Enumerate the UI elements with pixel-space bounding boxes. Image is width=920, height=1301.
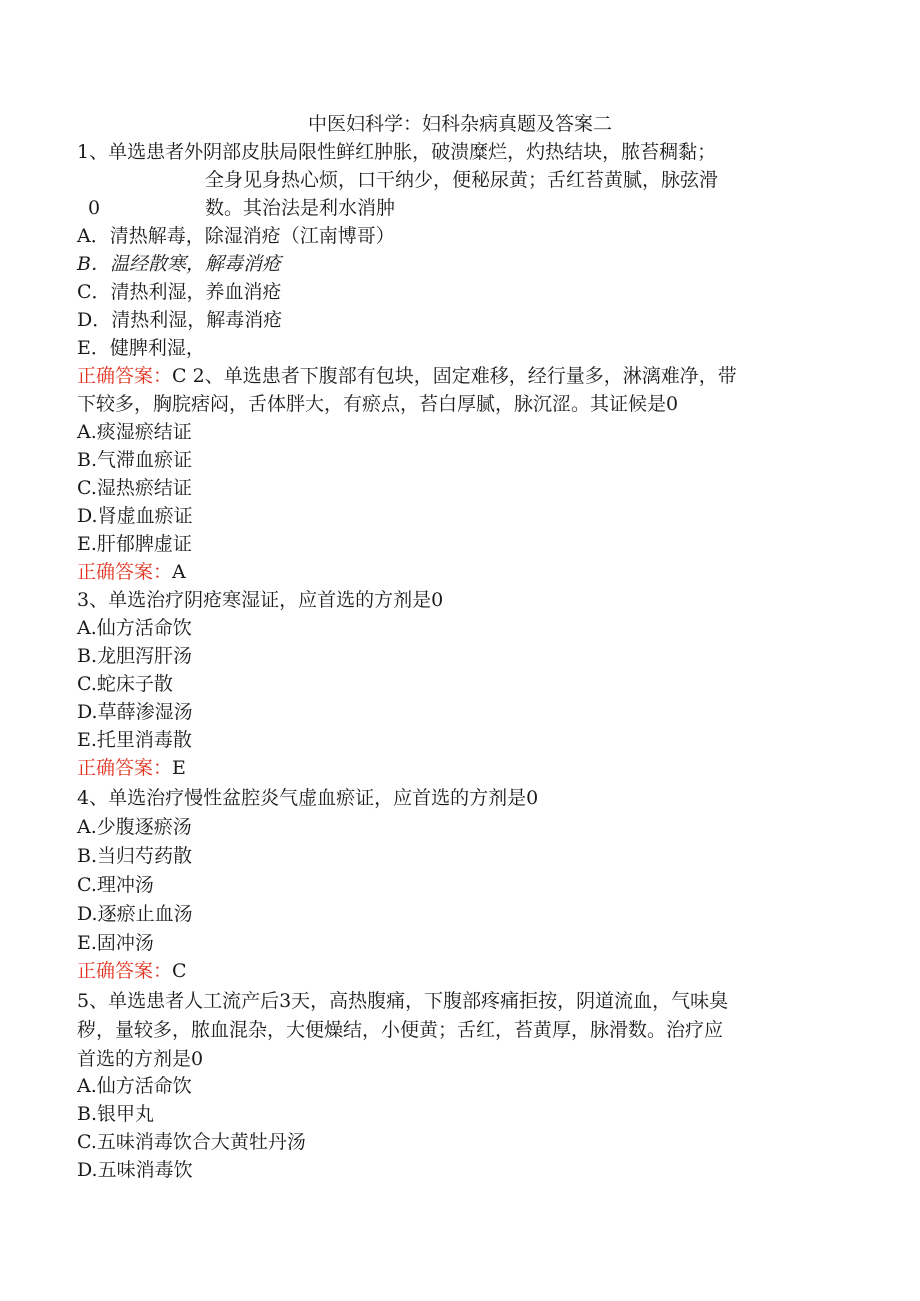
question-2-option-e: E.肝郁脾虚证 <box>77 533 192 555</box>
question-5-text-line-3: 首选的方剂是0 <box>77 1048 204 1070</box>
question-4-option-e: E.固冲汤 <box>77 932 154 954</box>
question-3-option-e: E.托里消毒散 <box>77 729 192 751</box>
question-3-option-d: D.草薛渗湿汤 <box>77 701 193 723</box>
question-2-text-line-1: 2、单选患者下腹部有包块，固定难移，经行量多，淋漓难净，带 <box>192 365 737 387</box>
question-1-text-line-2: 全身见身热心烦，口干纳少，便秘尿黄；舌红苔黄腻，脉弦滑 <box>205 169 719 191</box>
answer-1-value: C <box>172 365 187 387</box>
question-4-option-d: D.逐瘀止血汤 <box>77 903 193 925</box>
answer-2-label: 正确答案： <box>77 561 173 583</box>
question-1-option-c: C．清热利湿，养血消疮 <box>77 281 282 303</box>
answer-3-row <box>77 754 186 782</box>
question-5-option-a: A.仙方活命饮 <box>77 1075 192 1097</box>
question-3-option-a: A.仙方活命饮 <box>77 617 192 639</box>
answer-1-row <box>77 362 737 390</box>
answer-3-value: E <box>172 757 186 779</box>
question-2-option-c: C.湿热瘀结证 <box>77 477 192 499</box>
answer-4-value: C <box>172 960 187 982</box>
question-2-option-a: A.痰湿瘀结证 <box>77 421 192 443</box>
question-2-option-b: B.气滞血瘀证 <box>77 449 193 471</box>
question-1-option-e: E．健脾利湿， <box>77 337 205 359</box>
question-1-marker: 0 <box>88 197 101 219</box>
question-3-option-c: C.蛇床子散 <box>77 673 173 695</box>
question-4-text: 4、单选治疗慢性盆腔炎气虚血瘀证，应首选的方剂是0 <box>77 787 539 809</box>
question-1-option-a: A．清热解毒，除湿消疮（江南博哥） <box>77 225 395 247</box>
answer-4-label: 正确答案： <box>77 960 173 982</box>
document-title: 中医妇科学：妇科杂病真题及答案二 <box>307 113 612 135</box>
question-2-option-d: D.肾虚血瘀证 <box>77 505 193 527</box>
question-4-option-a: A.少腹逐瘀汤 <box>77 816 192 838</box>
question-4-option-c: C.理冲汤 <box>77 874 154 896</box>
answer-2-row <box>77 558 186 586</box>
question-5-option-b: B.银甲丸 <box>77 1103 155 1125</box>
answer-3-label: 正确答案： <box>77 757 173 779</box>
question-5-text-line-2: 秽，量较多，脓血混杂，大便燥结，小便黄；舌红，苔黄厚，脉滑数。治疗应 <box>77 1019 724 1041</box>
question-1-text-line-3: 数。其治法是利水消肿 <box>205 197 396 219</box>
question-1-option-b: B．温经散寒，解毒消疮 <box>77 253 281 275</box>
question-3-option-b: B.龙胆泻肝汤 <box>77 645 193 667</box>
question-5-option-c: C.五味消毒饮合大黄牡丹汤 <box>77 1131 306 1153</box>
question-1-option-d: D．清热利湿，解毒消疮 <box>77 309 283 331</box>
question-5-option-d: D.五味消毒饮 <box>77 1159 193 1181</box>
question-1-text-line-1: 1、单选患者外阴部皮肤局限性鲜红肿胀，破溃糜烂，灼热结块，脓苔稠黏； <box>77 141 717 163</box>
answer-2-value: A <box>172 561 186 583</box>
question-4-option-b: B.当归芍药散 <box>77 845 193 867</box>
answer-1-label: 正确答案： <box>77 365 173 387</box>
answer-4-row <box>77 957 187 985</box>
question-5-text-line-1: 5、单选患者人工流产后3天，高热腹痛，下腹部疼痛拒按，阴道流血，气味臭 <box>77 990 729 1012</box>
question-3-text: 3、单选治疗阴疮寒湿证，应首选的方剂是0 <box>77 589 444 611</box>
question-2-text-line-2: 下较多，胸脘痞闷，舌体胖大，有瘀点，苔白厚腻，脉沉涩。其证候是0 <box>77 393 679 415</box>
